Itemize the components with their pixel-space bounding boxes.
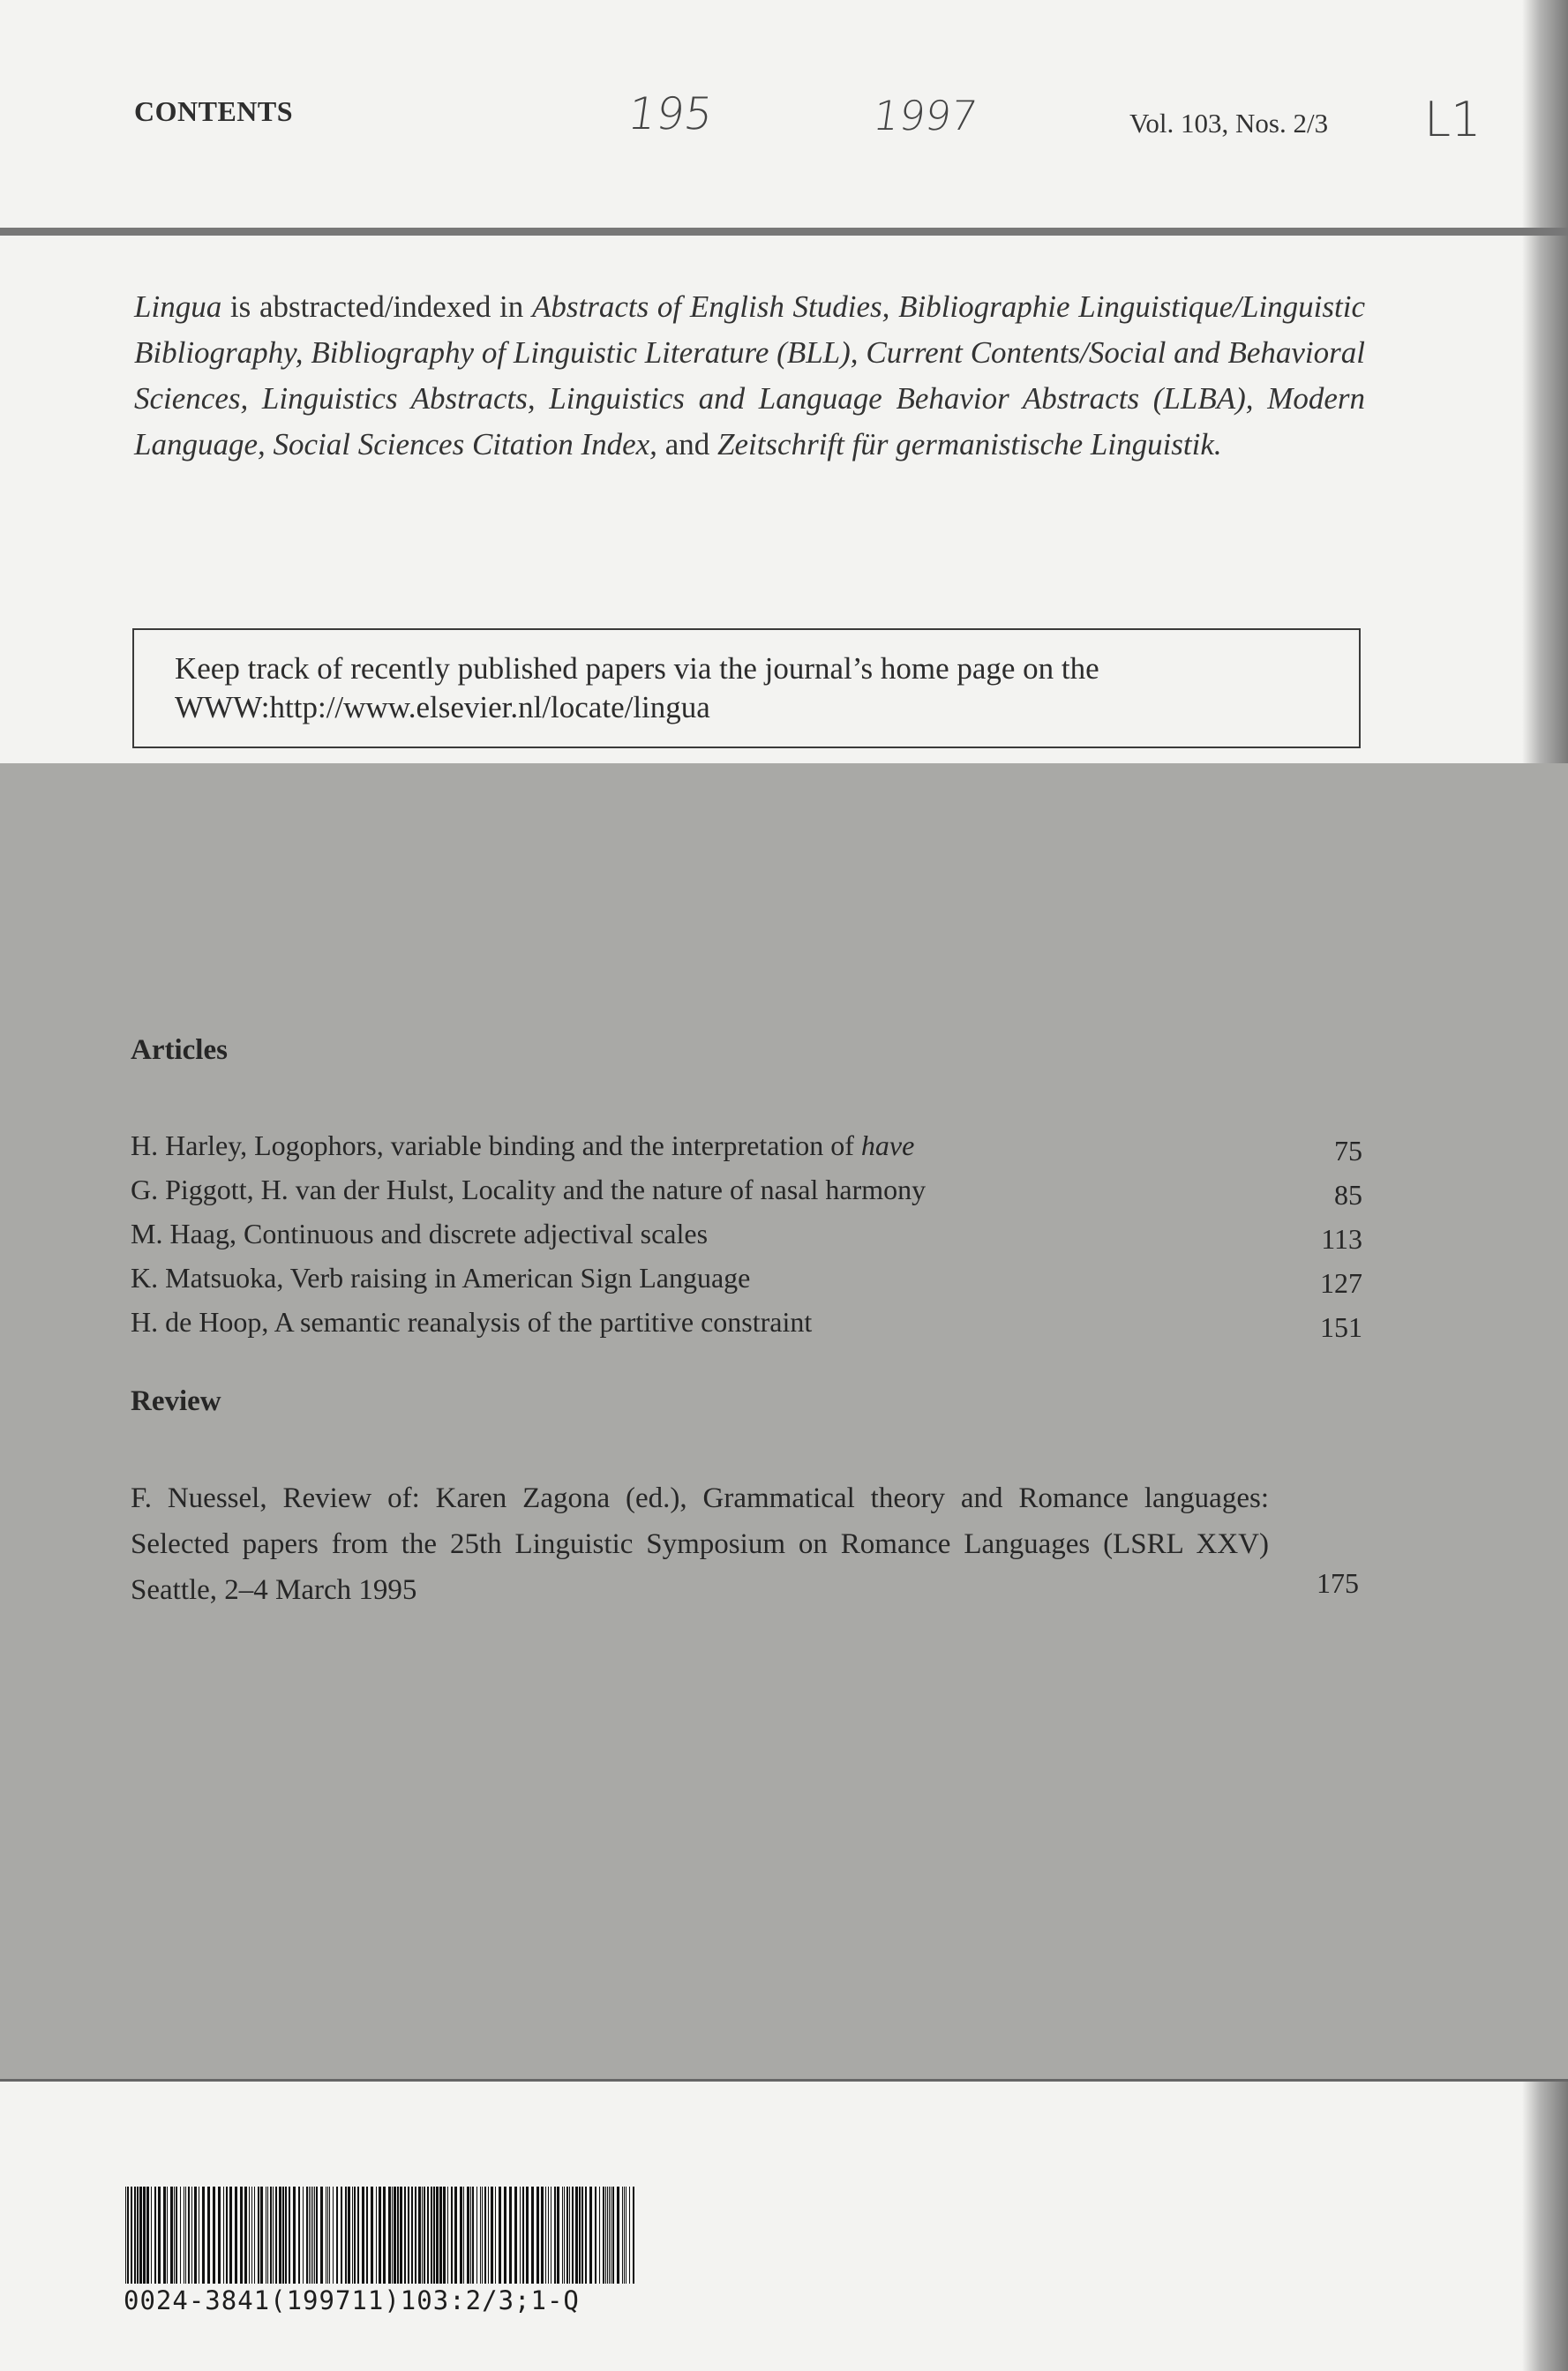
barcode-bar bbox=[213, 2187, 215, 2284]
barcode-bar bbox=[392, 2187, 393, 2284]
barcode-bar bbox=[207, 2187, 210, 2284]
indexing-text-1: is abstracted/indexed in bbox=[221, 289, 532, 324]
article-title: M. Haag, Continuous and discrete adjectival scales bbox=[131, 1218, 709, 1249]
barcode-bar bbox=[418, 2187, 421, 2284]
barcode-bar bbox=[422, 2187, 423, 2284]
barcode-bar bbox=[275, 2187, 277, 2284]
barcode-bar bbox=[617, 2187, 619, 2284]
article-page-number: 85 bbox=[1334, 1179, 1362, 1211]
barcode-bar bbox=[467, 2187, 469, 2284]
barcode-bar bbox=[223, 2187, 224, 2284]
barcode-bar bbox=[388, 2187, 391, 2284]
barcode-bar bbox=[137, 2187, 139, 2284]
article-entry[interactable] bbox=[131, 1174, 1366, 1218]
barcode-bar bbox=[427, 2187, 429, 2284]
barcode-bar bbox=[622, 2187, 623, 2284]
barcode-bar bbox=[251, 2187, 252, 2284]
barcode-bar bbox=[531, 2187, 534, 2284]
bottom-rule bbox=[0, 2079, 1568, 2082]
contents-panel bbox=[0, 763, 1568, 2081]
barcode-bar bbox=[134, 2187, 136, 2284]
barcode-bar bbox=[336, 2187, 338, 2284]
barcode-bar bbox=[394, 2187, 396, 2284]
barcode-bar bbox=[376, 2187, 377, 2284]
article-title: H. Harley, Logophors, variable binding and the interpretation of have bbox=[131, 1129, 915, 1161]
barcode-bar bbox=[327, 2187, 328, 2284]
article-title: G. Piggott, H. van der Hulst, Locality and the nature of nasal harmony bbox=[131, 1174, 927, 1205]
barcode-bar bbox=[293, 2187, 296, 2284]
indexing-sources-1: Abstracts of English Studies, Bibliographie Linguistique/Linguistic Bibliography, Bibliography of Linguistic Literature (BLL), Current Contents/Social and Behavioral Sciences, Linguistics Abstracts, Linguistics and Language Behavior Abstracts (LLBA), Modern Language, Social Sciences Citation Index, bbox=[134, 289, 1365, 461]
barcode-bar bbox=[463, 2187, 464, 2284]
barcode-bar bbox=[352, 2187, 353, 2284]
barcode-bar bbox=[408, 2187, 409, 2284]
barcode bbox=[124, 2187, 637, 2315]
barcode-bar bbox=[226, 2187, 228, 2284]
barcode-bar bbox=[545, 2187, 546, 2284]
barcode-bar bbox=[454, 2187, 457, 2284]
handwritten-note-1: 195 bbox=[624, 88, 716, 139]
barcode-bar bbox=[158, 2187, 161, 2284]
barcode-bar bbox=[579, 2187, 581, 2284]
barcode-bar bbox=[249, 2187, 250, 2284]
handwritten-note-2: 1997 bbox=[870, 92, 980, 139]
barcode-bar bbox=[514, 2187, 517, 2284]
article-entry[interactable] bbox=[131, 1129, 1366, 1174]
barcode-bar bbox=[254, 2187, 255, 2284]
barcode-bar bbox=[566, 2187, 568, 2284]
barcode-bar bbox=[202, 2187, 205, 2284]
barcode-bar bbox=[624, 2187, 625, 2284]
barcode-bar bbox=[306, 2187, 308, 2284]
barcode-bar bbox=[151, 2187, 152, 2284]
section-label: CONTENTS bbox=[134, 95, 294, 127]
barcode-bar bbox=[607, 2187, 608, 2284]
barcode-bar bbox=[235, 2187, 237, 2284]
barcode-bar bbox=[411, 2187, 413, 2284]
barcode-bar bbox=[589, 2187, 592, 2284]
barcode-bar bbox=[415, 2187, 416, 2284]
barcode-bar bbox=[431, 2187, 432, 2284]
barcode-bar bbox=[167, 2187, 168, 2284]
barcode-bar bbox=[270, 2187, 272, 2284]
barcode-bar bbox=[383, 2187, 386, 2284]
review-heading: Review bbox=[131, 1385, 221, 1417]
barcode-bar bbox=[599, 2187, 600, 2284]
barcode-bar bbox=[541, 2187, 544, 2284]
articles-heading: Articles bbox=[131, 1034, 228, 1066]
barcode-bar bbox=[303, 2187, 304, 2284]
barcode-bar bbox=[404, 2187, 406, 2284]
barcode-bar bbox=[354, 2187, 356, 2284]
barcode-bar bbox=[285, 2187, 287, 2284]
barcode-bar bbox=[562, 2187, 563, 2284]
barcode-bar bbox=[146, 2187, 149, 2284]
barcode-bar bbox=[575, 2187, 578, 2284]
barcode-bar bbox=[260, 2187, 263, 2284]
barcode-bar bbox=[357, 2187, 359, 2284]
barcode-bar bbox=[131, 2187, 132, 2284]
barcode-bar bbox=[240, 2187, 243, 2284]
barcode-bar bbox=[612, 2187, 614, 2284]
homepage-notice-box bbox=[132, 628, 1361, 748]
barcode-bar bbox=[629, 2187, 630, 2284]
barcode-bar bbox=[345, 2187, 347, 2284]
barcode-bar bbox=[603, 2187, 604, 2284]
barcode-bar bbox=[180, 2187, 181, 2284]
barcode-bar bbox=[185, 2187, 186, 2284]
barcode-bar bbox=[258, 2187, 259, 2284]
barcode-bar bbox=[470, 2187, 471, 2284]
barcode-bars bbox=[124, 2187, 637, 2284]
barcode-bar bbox=[366, 2187, 368, 2284]
barcode-bar bbox=[279, 2187, 281, 2284]
barcode-bar bbox=[125, 2187, 126, 2284]
barcode-bar bbox=[170, 2187, 173, 2284]
barcode-bar bbox=[312, 2187, 313, 2284]
barcode-bar bbox=[379, 2187, 381, 2284]
article-page-number: 113 bbox=[1321, 1223, 1362, 1255]
journal-name: Lingua bbox=[134, 289, 222, 324]
barcode-bar bbox=[139, 2187, 142, 2284]
barcode-bar bbox=[609, 2187, 610, 2284]
barcode-bar bbox=[341, 2187, 342, 2284]
article-entry[interactable] bbox=[131, 1262, 1366, 1306]
homepage-notice-text: Keep track of recently published papers via the journal’s home page on the bbox=[175, 651, 1099, 686]
article-entry[interactable] bbox=[131, 1218, 1366, 1262]
barcode-bar bbox=[191, 2187, 192, 2284]
barcode-bar bbox=[188, 2187, 190, 2284]
barcode-bar bbox=[451, 2187, 453, 2284]
barcode-bar bbox=[581, 2187, 583, 2284]
barcode-bar bbox=[316, 2187, 318, 2284]
barcode-bar bbox=[333, 2187, 334, 2284]
barcode-bar bbox=[194, 2187, 197, 2284]
barcode-bar bbox=[460, 2187, 462, 2284]
barcode-bar bbox=[482, 2187, 483, 2284]
barcode-bar bbox=[488, 2187, 489, 2284]
barcode-bar bbox=[495, 2187, 496, 2284]
barcode-bar bbox=[329, 2187, 330, 2284]
indexing-sources-2: Zeitschrift für germanistische Linguistik. bbox=[716, 427, 1222, 461]
barcode-bar bbox=[499, 2187, 501, 2284]
barcode-bar bbox=[127, 2187, 129, 2284]
article-title: K. Matsuoka, Verb raising in American Sign Language bbox=[131, 1262, 751, 1294]
barcode-bar bbox=[480, 2187, 481, 2284]
barcode-bar bbox=[273, 2187, 274, 2284]
barcode-bar bbox=[400, 2187, 402, 2284]
barcode-bar bbox=[595, 2187, 596, 2284]
barcode-bar bbox=[548, 2187, 549, 2284]
barcode-bar bbox=[218, 2187, 221, 2284]
review-entry-text[interactable]: F. Nuessel, Review of: Karen Zagona (ed.), Grammatical theory and Romance languages: Selected papers from the 25th Linguistic Symposium on Romance Languages (LSRL XXV) Seattle, 2–4 March 1995 bbox=[131, 1482, 1269, 1606]
barcode-bar bbox=[154, 2187, 156, 2284]
header-rule bbox=[0, 228, 1568, 236]
barcode-bar bbox=[176, 2187, 177, 2284]
barcode-bar bbox=[509, 2187, 512, 2284]
article-entry[interactable] bbox=[131, 1306, 1366, 1350]
handwritten-note-3: L1 bbox=[1424, 92, 1482, 147]
barcode-bar bbox=[491, 2187, 493, 2284]
barcode-bar bbox=[320, 2187, 323, 2284]
barcode-bar bbox=[633, 2187, 634, 2284]
barcode-bar bbox=[298, 2187, 300, 2284]
article-title: H. de Hoop, A semantic reanalysis of the partitive constraint bbox=[131, 1306, 813, 1338]
barcode-bar bbox=[504, 2187, 506, 2284]
barcode-bar bbox=[605, 2187, 606, 2284]
barcode-bar bbox=[289, 2187, 290, 2284]
barcode-bar bbox=[397, 2187, 399, 2284]
header bbox=[0, 88, 1568, 150]
barcode-bar bbox=[520, 2187, 521, 2284]
barcode-bar bbox=[436, 2187, 439, 2284]
article-page-number: 127 bbox=[1320, 1267, 1362, 1299]
indexing-text-2: and bbox=[656, 427, 717, 461]
barcode-bar bbox=[564, 2187, 565, 2284]
barcode-bar bbox=[362, 2187, 364, 2284]
review-page-number: 175 bbox=[1317, 1567, 1359, 1599]
barcode-bar bbox=[443, 2187, 446, 2284]
barcode-bar bbox=[244, 2187, 247, 2284]
volume-label: Vol. 103, Nos. 2/3 bbox=[1129, 108, 1329, 139]
barcode-bar bbox=[447, 2187, 448, 2284]
barcode-bar bbox=[536, 2187, 539, 2284]
barcode-bar bbox=[174, 2187, 175, 2284]
articles-list bbox=[131, 1129, 1366, 1350]
barcode-bar bbox=[229, 2187, 232, 2284]
indexing-statement bbox=[134, 284, 1365, 468]
barcode-bar bbox=[476, 2187, 477, 2284]
barcode-bar bbox=[484, 2187, 486, 2284]
barcode-bar bbox=[309, 2187, 310, 2284]
barcode-bar bbox=[472, 2187, 474, 2284]
barcode-bar bbox=[371, 2187, 373, 2284]
barcode-bar bbox=[569, 2187, 570, 2284]
barcode-bar bbox=[572, 2187, 574, 2284]
barcode-bar bbox=[282, 2187, 284, 2284]
barcode-bar bbox=[163, 2187, 166, 2284]
barcode-bar bbox=[585, 2187, 587, 2284]
barcode-bar bbox=[433, 2187, 435, 2284]
barcode-code: 0024-3841(199711)103:2/3;1-Q bbox=[124, 2285, 580, 2315]
barcode-bar bbox=[526, 2187, 529, 2284]
article-page-number: 151 bbox=[1320, 1311, 1362, 1343]
barcode-bar bbox=[424, 2187, 425, 2284]
barcode-bar bbox=[348, 2187, 350, 2284]
barcode-bar bbox=[557, 2187, 559, 2284]
barcode-bar bbox=[143, 2187, 146, 2284]
barcode-bar bbox=[439, 2187, 442, 2284]
barcode-bar bbox=[522, 2187, 524, 2284]
article-page-number: 75 bbox=[1334, 1135, 1362, 1167]
barcode-bar bbox=[267, 2187, 268, 2284]
barcode-bar bbox=[314, 2187, 315, 2284]
journal-homepage-link[interactable]: WWW:http://www.elsevier.nl/locate/lingua bbox=[175, 690, 710, 724]
barcode-bar bbox=[554, 2187, 556, 2284]
